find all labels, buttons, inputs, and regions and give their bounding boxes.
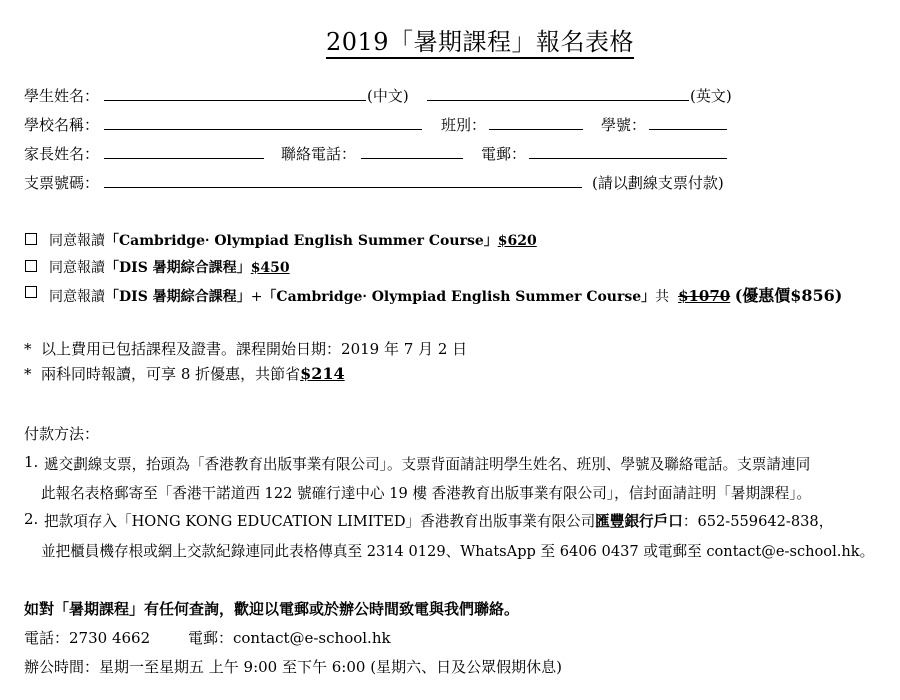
phone-label: 聯絡電話： <box>281 145 357 163</box>
english-suffix: (英文) <box>690 87 732 105</box>
note-1-text: 以上費用已包括課程及證書。課程開始日期：2019 年 7 月 2 日 <box>41 340 468 358</box>
enquiry-text: 如對「暑期課程」有任何查詢，歡迎以電郵或於辦公時間致電與我們聯絡。 <box>24 600 520 618</box>
option-1 <box>49 230 537 250</box>
class-field[interactable] <box>489 129 583 130</box>
student-name-english-field[interactable] <box>427 100 689 101</box>
option-3-discount: (優惠價$856) <box>734 286 843 305</box>
contact-email: 電郵：contact@e-school.hk <box>188 629 391 647</box>
contact-phone: 電話：2730 4662 <box>24 629 151 647</box>
payment-item-2-text-b: ：652-559642-838， <box>682 513 834 530</box>
option-3-course-2: 「Cambridge‧ Olympiad English Summer Course」 <box>262 289 656 305</box>
chinese-suffix: (中文) <box>367 87 409 105</box>
payment-item-2-text-a: 把款項存入「HONG KONG EDUCATION LIMITED」香港教育出版事業有限公司 <box>44 513 596 530</box>
option-3-old-price: $1070 <box>678 287 731 305</box>
payment-item-1-line-2: 此報名表格郵寄至「香港干諾道西 122 號確行達中心 19 樓 香港教育出版事業有限公司」，信封面請註明「暑期課程」。 <box>41 485 812 502</box>
class-label: 班別： <box>441 116 487 134</box>
option-2-checkbox[interactable] <box>25 260 37 272</box>
office-hours: 辦公時間：星期一至星期五 上午 9:00 至下午 6:00 (星期六、日及公眾假期休息) <box>24 658 562 676</box>
option-3-plus: + <box>250 289 263 305</box>
payment-item-1-number: 1. <box>24 453 39 471</box>
note-1 <box>24 338 467 359</box>
option-3-total-word: 共 <box>655 289 670 305</box>
payment-heading: 付款方法： <box>24 425 100 443</box>
payment-item-2-line-1 <box>44 510 833 531</box>
option-1-prefix: 同意報讀 <box>49 233 105 249</box>
option-3-checkbox[interactable] <box>25 286 37 298</box>
note-2-amount: $214 <box>300 364 345 383</box>
note-2-bullet: * <box>24 365 32 383</box>
cheque-field[interactable] <box>104 187 582 188</box>
option-3 <box>49 283 842 306</box>
payment-item-2-line-2: 並把櫃員機存根或網上交款紀錄連同此表格傳真至 2314 0129、WhatsApp 至 6406 0437 或電郵至 contact@e-school.hk。 <box>41 543 875 560</box>
option-3-prefix: 同意報讀 <box>49 289 105 305</box>
option-2 <box>49 257 290 277</box>
cheque-note: (請以劃線支票付款) <box>592 174 724 192</box>
page-title: 2019「暑期課程」報名表格 <box>0 22 900 57</box>
school-field[interactable] <box>104 129 422 130</box>
option-2-course: 「DIS 暑期綜合課程」 <box>105 260 251 276</box>
payment-item-1-line-1: 遞交劃線支票，抬頭為「香港教育出版事業有限公司」。支票背面請註明學生姓名、班別、學號及聯絡電話。支票請連同 <box>44 456 811 473</box>
email-field[interactable] <box>529 158 727 159</box>
option-1-price: $620 <box>497 233 537 249</box>
option-2-price: $450 <box>250 260 290 276</box>
option-3-course-1: 「DIS 暑期綜合課程」 <box>105 289 251 305</box>
note-1-bullet: * <box>24 340 32 358</box>
option-1-checkbox[interactable] <box>25 233 37 245</box>
student-no-field[interactable] <box>649 129 727 130</box>
phone-field[interactable] <box>361 158 463 159</box>
note-2-text: 兩科同時報讀，可享 8 折優惠，共節省 <box>41 365 301 383</box>
option-2-prefix: 同意報讀 <box>49 260 105 276</box>
parent-field[interactable] <box>104 158 264 159</box>
student-name-chinese-field[interactable] <box>104 100 366 101</box>
hsbc-account-label: 匯豐銀行戶口 <box>595 513 683 530</box>
cheque-label: 支票號碼： <box>24 174 100 192</box>
school-label: 學校名稱： <box>24 116 100 134</box>
payment-item-2-number: 2. <box>24 510 39 528</box>
student-no-label: 學號： <box>601 116 647 134</box>
parent-label: 家長姓名： <box>24 145 100 163</box>
note-2 <box>24 363 345 384</box>
email-label: 電郵： <box>481 145 527 163</box>
student-name-label: 學生姓名： <box>24 87 100 105</box>
option-1-course: 「Cambridge‧ Olympiad English Summer Course」 <box>105 233 498 249</box>
